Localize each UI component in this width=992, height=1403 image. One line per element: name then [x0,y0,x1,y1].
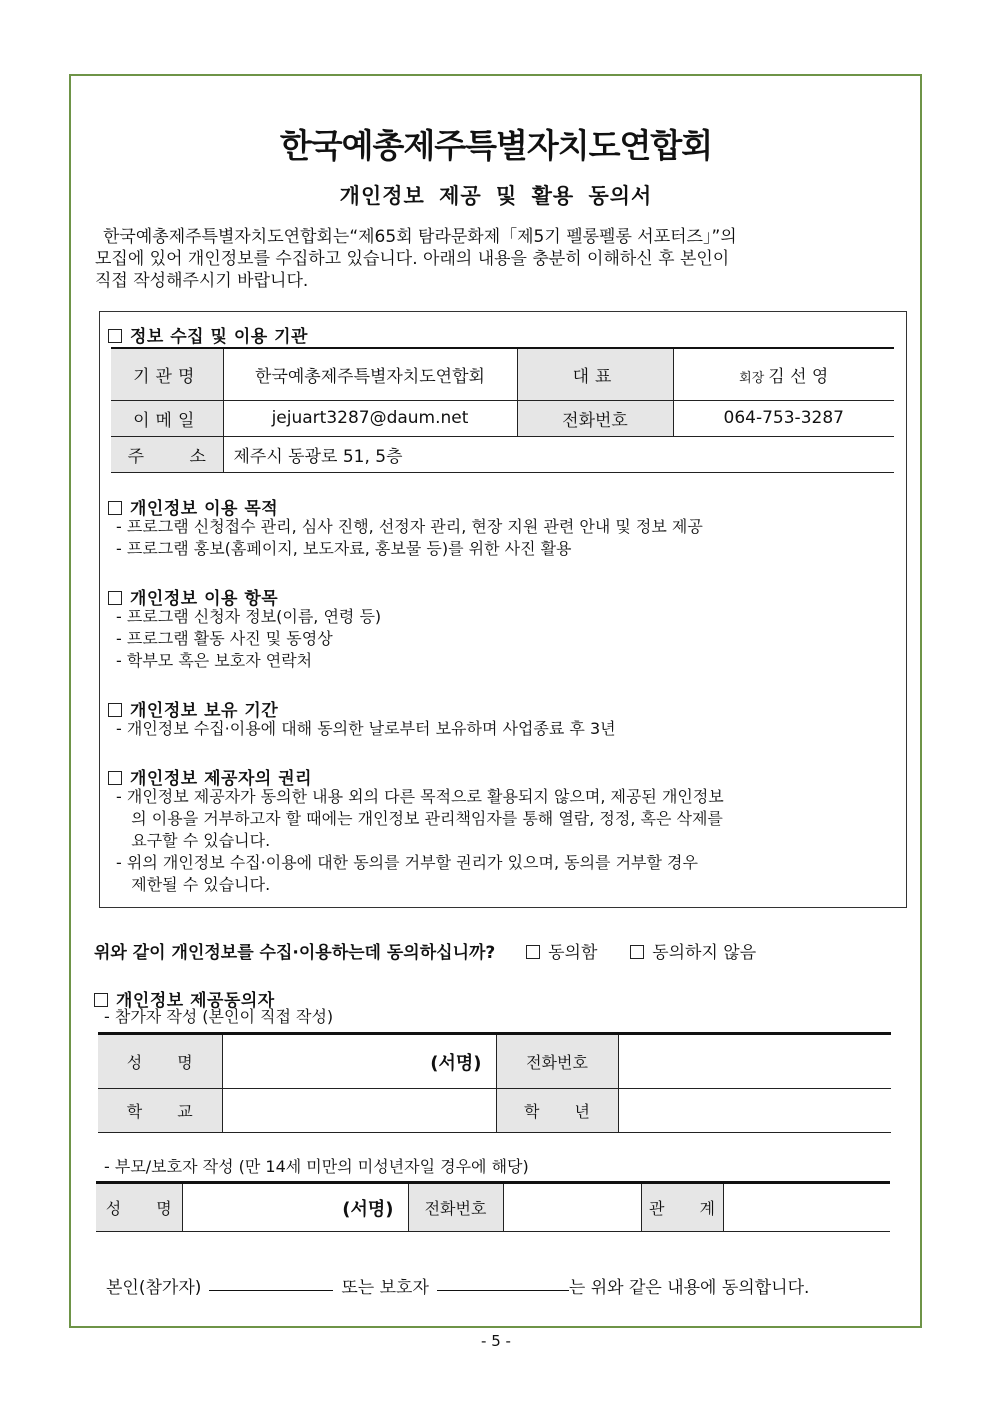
rights-item: - 위의 개인정보 수집·이용에 대한 동의를 거부할 권리가 있으며, 동의를 거부할 경우 [116,853,698,872]
items-item: - 학부모 혹은 보호자 연락처 [116,651,313,670]
heading-text: 개인정보 이용 목적 [130,499,279,519]
heading-text: 개인정보 이용 항목 [130,589,279,609]
guardian-table [96,1181,890,1232]
guardian-relation-field[interactable] [723,1183,890,1232]
participant-phone-label: 전화번호 [496,1034,618,1089]
participant-table [98,1032,891,1133]
disagree-label: 동의하지 않음 [652,943,757,963]
agree-label: 동의함 [548,943,598,963]
participant-signature-blank[interactable] [209,1290,333,1291]
consent-question: 위와 같이 개인정보를 수집·이용하는데 동의하십니까? [94,943,496,963]
checkbox-icon [94,993,108,1007]
heading-text: 정보 수집 및 이용 기관 [130,327,308,347]
address-label: 주 소 [111,436,223,472]
guardian-sub: - 부모/보호자 작성 (만 14세 미만의 미성년자일 경우에 해당) [104,1157,529,1176]
checkbox-icon [108,703,122,717]
participant-phone-field[interactable] [618,1034,891,1089]
email-label: 이메일 [111,400,223,436]
checkbox-icon [108,771,122,785]
purpose-item: - 프로그램 신청접수 관리, 심사 진행, 선정자 관리, 현장 지원 관련 안내 및 정보 제공 [116,517,703,536]
participant-school-label: 학 교 [98,1089,222,1133]
guardian-phone-label: 전화번호 [408,1183,503,1232]
checkbox-icon [108,501,122,515]
heading-text: 개인정보 제공자의 권리 [130,769,313,789]
intro-line: 모집에 있어 개인정보를 수집하고 있습니다. 아래의 내용을 충분히 이해하신 후 본인이 [95,249,730,269]
closing-part3: 는 위와 같은 내용에 동의합니다. [568,1278,810,1298]
heading-text: 개인정보 제공동의자 [116,991,275,1011]
guardian-name-field[interactable]: (서명) [182,1183,408,1232]
guardian-phone-field[interactable] [503,1183,641,1232]
rights-item: 제한될 수 있습니다. [116,875,271,894]
phone-value: 064-753-3287 [673,400,894,436]
institution-name-label: 기관명 [111,348,223,400]
rights-item: 의 이용을 거부하고자 할 때에는 개인정보 관리책임자를 통해 열람, 정정, 혹은 삭제를 [116,809,723,828]
rep-label: 대표 [517,348,673,400]
institution-table [111,347,894,473]
institution-heading [108,322,308,347]
institution-name-value: 한국예총제주특별자치도연합회 [223,348,517,400]
email-value: jejuart3287@daum.net [223,400,517,436]
heading-text: 개인정보 보유 기간 [130,701,279,721]
retention-item: - 개인정보 수집·이용에 대해 동의한 날로부터 보유하며 사업종료 후 3년 [116,719,616,738]
guardian-relation-label: 관 계 [641,1183,723,1232]
participant-name-field[interactable]: (서명) [222,1034,496,1089]
rep-cell [673,348,894,400]
address-value: 제주시 동광로 51, 5층 [223,436,894,472]
rep-value: 김 선 영 [768,366,829,387]
intro-line: 한국예총제주특별자치도연합회는“제65회 탐라문화제「제5기 펠롱펠롱 서포터즈」”의 [103,227,737,247]
intro-line: 직접 작성해주시기 바랍니다. [95,271,309,291]
phone-label: 전화번호 [517,400,673,436]
closing-statement [106,1273,809,1298]
checkbox-icon [108,329,122,343]
document-subtitle: 개인정보 제공 및 활용 동의서 [339,184,653,208]
rights-item: - 개인정보 제공자가 동의한 내용 외의 다른 목적으로 활용되지 않으며, 제공된 개인정보 [116,787,724,806]
guardian-signature-blank[interactable] [437,1290,569,1291]
participant-school-field[interactable] [222,1089,496,1133]
participant-name-label: 성 명 [98,1034,222,1089]
rights-item: 요구할 수 있습니다. [116,831,271,850]
document-title: 한국예총제주특별자치도연합회 [279,126,713,165]
participant-grade-label: 학 년 [496,1089,618,1133]
participant-sub: - 참가자 작성 (본인이 직접 작성) [104,1007,334,1026]
items-item: - 프로그램 활동 사진 및 동영상 [116,629,333,648]
consent-row [94,938,756,963]
participant-grade-field[interactable] [618,1089,891,1133]
guardian-name-label: 성 명 [96,1183,182,1232]
items-item: - 프로그램 신청자 정보(이름, 연령 등) [116,607,382,626]
page-number: - 5 - [481,1332,511,1350]
checkbox-icon [108,591,122,605]
closing-part2: 또는 보호자 [341,1278,429,1298]
intro-paragraph [95,226,900,292]
disagree-checkbox[interactable] [630,945,644,959]
purpose-item: - 프로그램 홍보(홈페이지, 보도자료, 홍보물 등)를 위한 사진 활용 [116,539,572,558]
rep-prefix: 회장 [739,370,765,386]
agree-checkbox[interactable] [526,945,540,959]
closing-part1: 본인(참가자) [106,1278,202,1298]
